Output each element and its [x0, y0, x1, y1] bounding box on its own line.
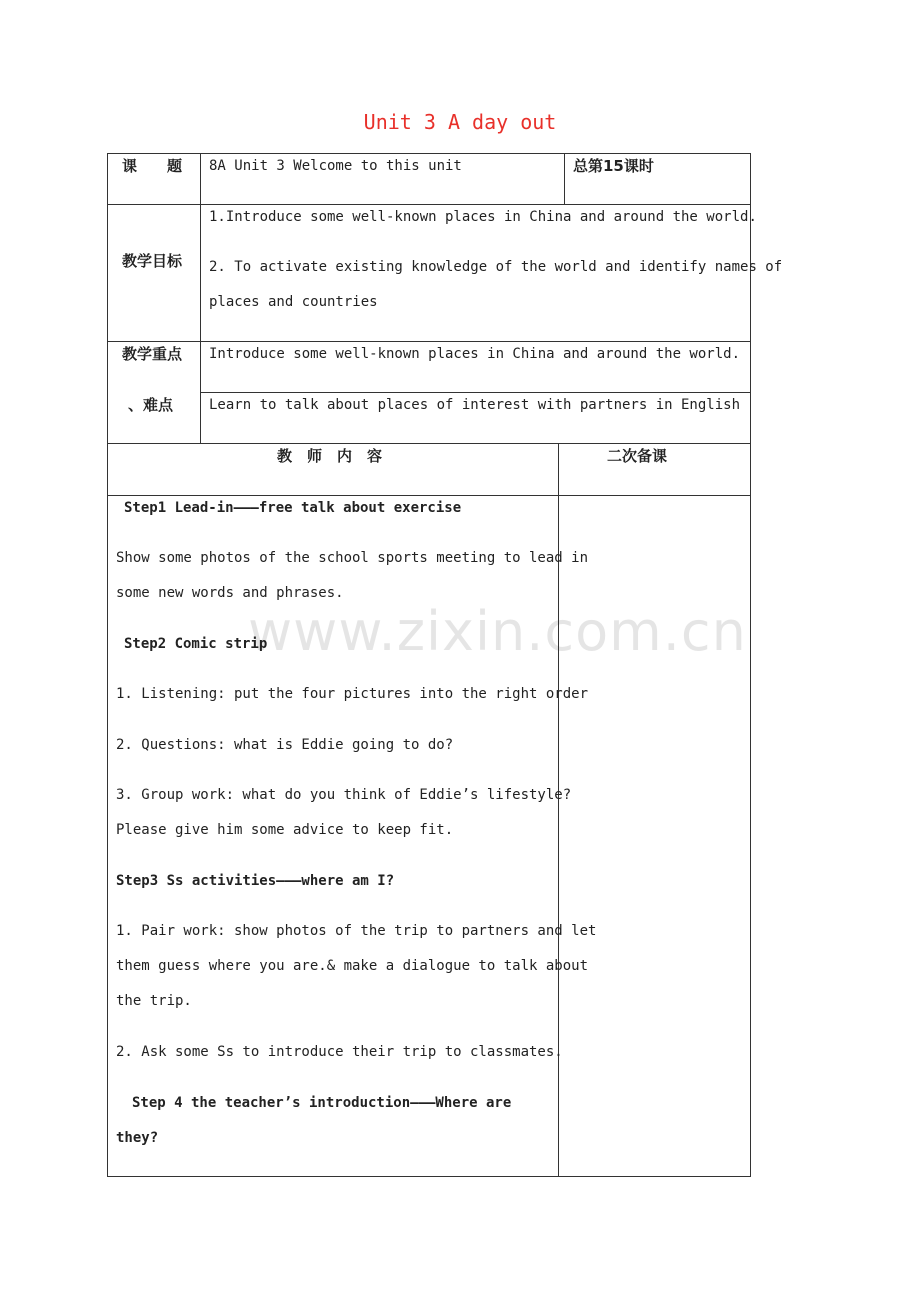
objective-line: 2. To activate existing knowledge of the world and identify names of: [209, 259, 783, 275]
objective-line: places and countries: [209, 294, 378, 310]
content-line: the trip.: [116, 993, 192, 1009]
difficulties-label: 、难点: [128, 396, 174, 414]
row-divider: [107, 495, 751, 496]
step-heading: Step3 Ss activities———where am I?: [116, 873, 395, 889]
objective-line: 1.Introduce some well-known places in China and around the world.: [209, 209, 757, 225]
key-points-label: 教学重点: [122, 345, 183, 363]
content-line: 2. Questions: what is Eddie going to do?: [116, 737, 454, 753]
content-line: 3. Group work: what do you think of Eddie’s lifestyle?: [116, 787, 572, 803]
content-line: them guess where you are.& make a dialogue to talk about: [116, 958, 589, 974]
row-divider: [200, 392, 751, 393]
content-line: 1. Listening: put the four pictures into the right order: [116, 686, 589, 702]
second-prep-heading: 二次备课: [607, 447, 668, 465]
lesson-table: [107, 153, 751, 1177]
row-divider: [107, 341, 751, 342]
page-title: Unit 3 A day out: [363, 110, 557, 134]
lesson-number: 总第15课时: [573, 157, 654, 175]
difficulty-text: Learn to talk about places of interest with partners in English: [209, 397, 741, 413]
content-line: Show some photos of the school sports meeting to lead in: [116, 550, 589, 566]
column-divider: [200, 153, 201, 444]
teacher-content-heading: 教 师 内 容: [277, 447, 383, 465]
key-point-text: Introduce some well-known places in China and around the world.: [209, 346, 741, 362]
row-divider: [107, 204, 751, 205]
step-heading: Step1 Lead-in———free talk about exercise: [124, 500, 462, 516]
topic-label: 课 题: [122, 157, 183, 175]
step-heading: Step 4 the teacher’s introduction———Where are: [132, 1095, 512, 1111]
topic-value: 8A Unit 3 Welcome to this unit: [209, 158, 462, 174]
content-line: Please give him some advice to keep fit.: [116, 822, 454, 838]
step-heading: Step2 Comic strip: [124, 636, 268, 652]
content-line: 2. Ask some Ss to introduce their trip to classmates.: [116, 1044, 563, 1060]
watermark: www.zixin.com.cn: [248, 600, 747, 663]
column-divider: [564, 153, 565, 205]
step-heading: they?: [116, 1130, 159, 1146]
row-divider: [107, 443, 751, 444]
content-line: some new words and phrases.: [116, 585, 344, 601]
content-line: 1. Pair work: show photos of the trip to partners and let: [116, 923, 597, 939]
objectives-label: 教学目标: [122, 252, 183, 270]
